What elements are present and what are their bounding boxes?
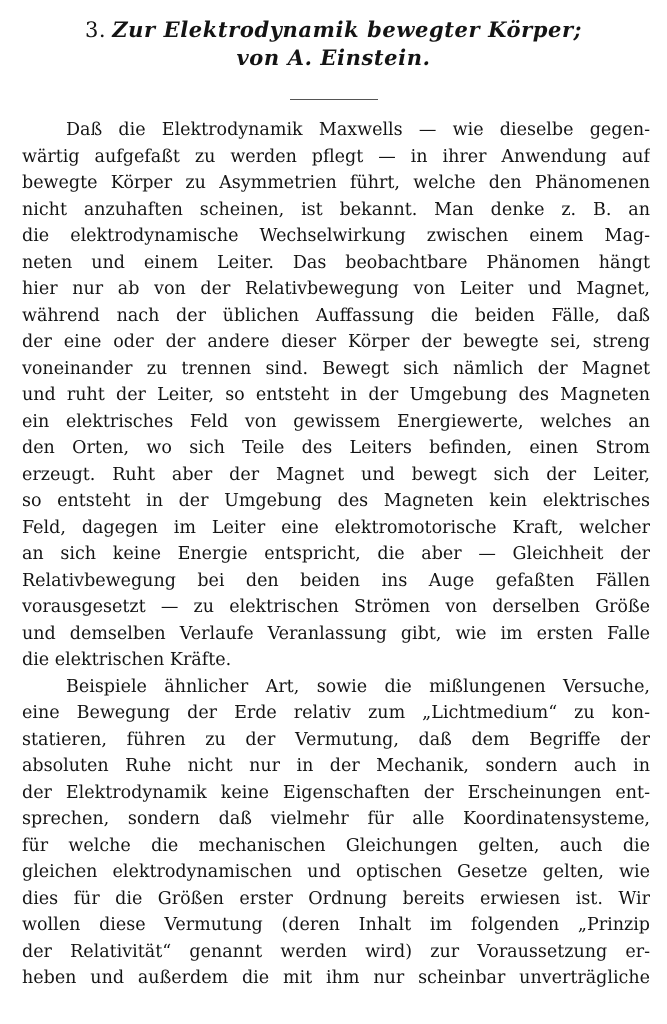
text-line: der eine oder der andere dieser Körper der bewegte sei, streng	[22, 332, 650, 352]
text-line: hier nur ab von der Relativbewegung von Leiter und Magnet,	[22, 279, 650, 299]
text-line: Beispiele ähnlicher Art, sowie die mißlungenen Versuche,	[66, 676, 650, 697]
text-line: erzeugt. Ruht aber der Magnet und bewegt sich der Leiter,	[22, 464, 650, 485]
text-line: so entsteht in der Umgebung des Magneten kein elektrisches	[22, 491, 650, 511]
text-line: vorausgesetzt — zu elektrischen Strömen von derselben Größe	[22, 597, 650, 617]
text-line: der Relativität“ genannt werden wird) zur Voraussetzung er-	[22, 941, 650, 962]
body-text	[22, 117, 650, 992]
text-line: gleichen elektrodynamischen und optischen Gesetze gelten, wie	[22, 862, 650, 882]
text-line: sprechen, sondern daß vielmehr für alle Koordinatensysteme,	[22, 809, 650, 829]
article-title	[0, 16, 667, 72]
text-line: neten und einem Leiter. Das beobachtbare Phänomen hängt	[22, 252, 650, 273]
text-line: eine Bewegung der Erde relativ zum „Lichtmedium“ zu kon-	[22, 703, 650, 723]
text-line: Daß die Elektrodynamik Maxwells — wie dieselbe gegen-	[66, 120, 650, 140]
text-line: wärtig aufgefaßt zu werden pflegt — in ihrer Anwendung auf	[22, 146, 650, 167]
text-line: absoluten Ruhe nicht nur in der Mechanik, sondern auch in	[22, 756, 650, 776]
text-line: bewegte Körper zu Asymmetrien führt, welche den Phänomenen	[22, 173, 650, 193]
text-line: voneinander zu trennen sind. Bewegt sich nämlich der Magnet	[22, 358, 650, 379]
paragraph-1	[22, 117, 650, 674]
text-line: den Orten, wo sich Teile des Leiters befinden, einen Strom	[22, 438, 650, 458]
text-line: an sich keine Energie entspricht, die aber — Gleichheit der	[22, 544, 650, 564]
text-line: statieren, führen zu der Vermutung, daß dem Begriffe der	[22, 729, 650, 750]
text-line: der Elektrodynamik keine Eigenschaften der Erscheinungen ent-	[22, 782, 650, 803]
text-line: die elektrodynamische Wechselwirkung zwischen einem Mag-	[22, 226, 650, 246]
text-line: für welche die mechanischen Gleichungen gelten, auch die	[22, 835, 650, 856]
text-line: die elektrischen Kräfte.	[22, 650, 232, 670]
text-line: Relativbewegung bei den beiden ins Auge gefaßten Fällen	[22, 570, 650, 591]
text-line: Feld, dagegen im Leiter eine elektromotorische Kraft, welcher	[22, 517, 650, 538]
text-line: nicht anzuhaften scheinen, ist bekannt. Man denke z. B. an	[22, 199, 650, 220]
title-line-1	[0, 16, 667, 44]
text-line: dies für die Größen erster Ordnung bereits erwiesen ist. Wir	[22, 888, 650, 909]
text-line: während nach der üblichen Auffassung die beiden Fälle, daß	[22, 305, 650, 326]
text-line: ein elektrisches Feld von gewissem Energiewerte, welches an	[22, 411, 650, 432]
text-line: wollen diese Vermutung (deren Inhalt im folgenden „Prinzip	[22, 915, 650, 935]
text-line: und demselben Verlaufe Veranlassung gibt, wie im ersten Falle	[22, 623, 650, 644]
text-line: heben und außerdem die mit ihm nur scheinbar unverträgliche	[22, 968, 650, 988]
title-text: Zur Elektrodynamik bewegter Körper;	[112, 17, 583, 42]
paragraph-2	[22, 674, 650, 992]
section-number: 3.	[84, 18, 107, 42]
text-line: und ruht der Leiter, so entsteht in der Umgebung des Magneten	[22, 385, 650, 405]
title-divider	[290, 99, 378, 100]
author-line: von A. Einstein.	[236, 45, 431, 70]
